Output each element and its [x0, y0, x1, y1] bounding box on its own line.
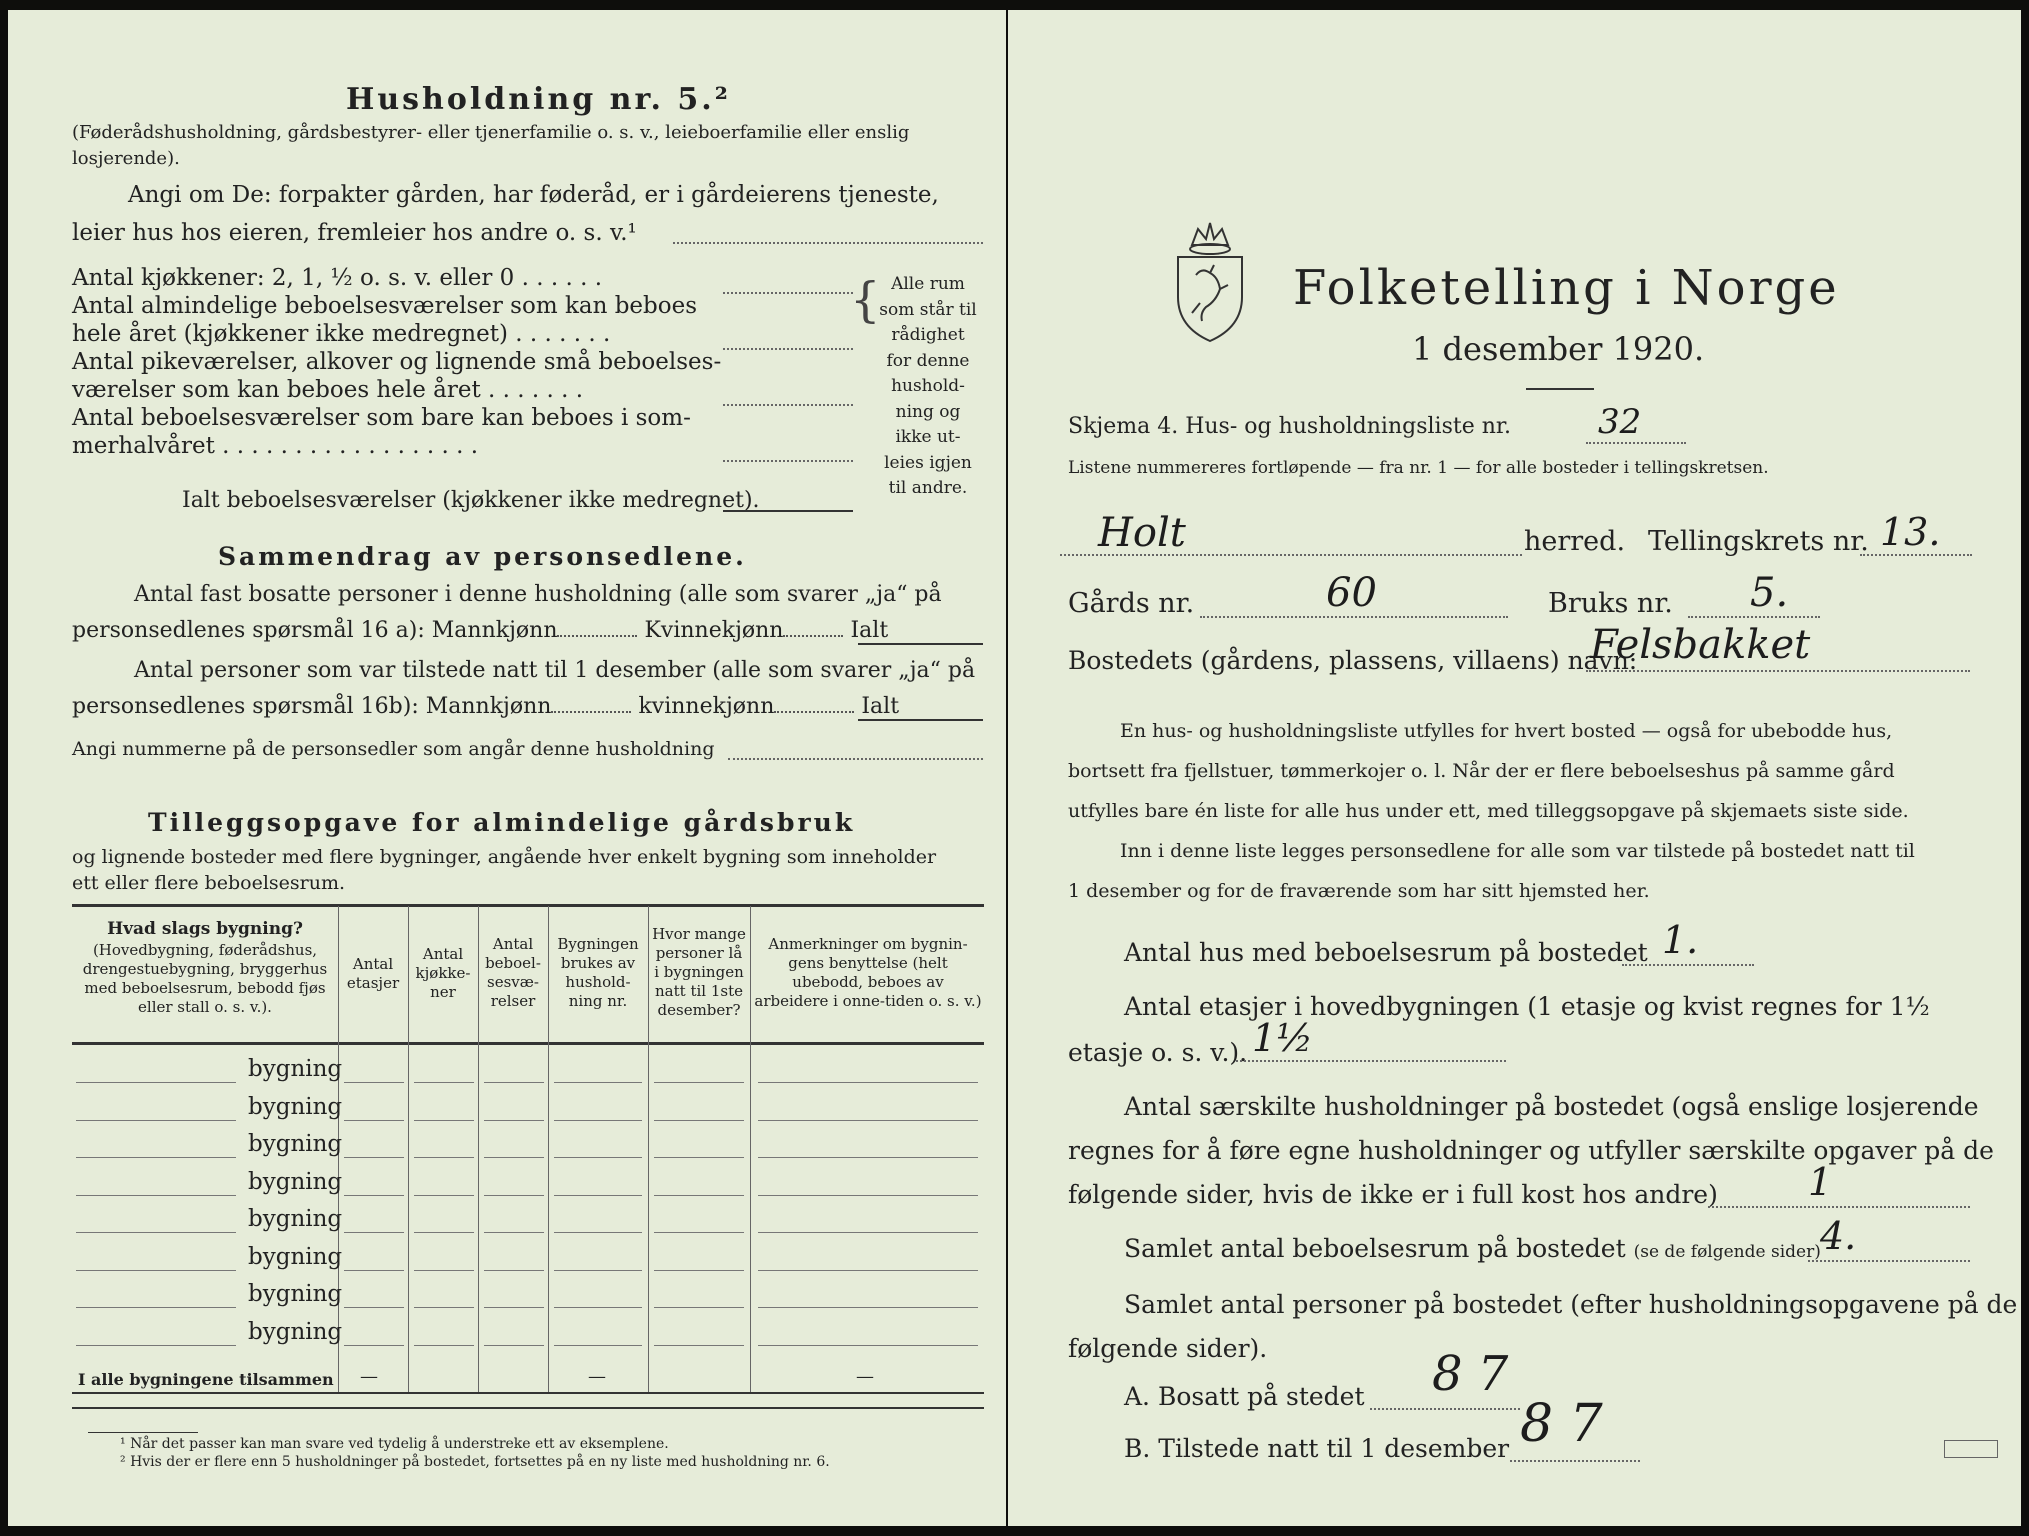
answer-line [1688, 616, 1820, 618]
table-cell-line [554, 1307, 642, 1308]
brace-note-line: som står til [879, 299, 977, 320]
a-label: A. Bosatt på stedet [1124, 1382, 1365, 1411]
table-header-kitchens: Antal kjøkke-ner [415, 945, 471, 1001]
table-cell-line [344, 1157, 404, 1158]
brace-note [868, 272, 988, 502]
summary-line-2a: Antal personer som var tilstede natt til 1 desember (alle som svarer „ja“ på [134, 658, 976, 683]
total-dash: — [856, 1366, 874, 1387]
table-header-rooms: Antal beboel-sesvæ-relser [485, 935, 541, 1010]
header-rest: (Hovedbygning, føderådshus, drengestuebygning, bryggerhus med beboelsesrum, bebodd fjøs eller stall o. s. v.). [82, 941, 328, 1016]
printer-stamp [1944, 1440, 1998, 1458]
rooms-ordinary-b: hele året (kjøkkener ikke medregnet) . . . . . . . [72, 321, 611, 347]
table-row-label: bygning [248, 1093, 343, 1120]
table-cell-line [654, 1120, 744, 1121]
table-cell-line [414, 1307, 474, 1308]
table-cell-line [76, 1120, 236, 1121]
instruction-line-2: bortsett fra fjellstuer, tømmerkojer o. l. Når der er flere beboelseshus på samme gård [1068, 760, 1895, 782]
answer-line [1708, 1206, 1970, 1208]
table-cell-line [654, 1307, 744, 1308]
brace-note-line: leies igjen [884, 452, 972, 473]
q3-value[interactable]: 1 [1808, 1160, 1833, 1204]
table-cell-line [654, 1195, 744, 1196]
supp-line-2: ett eller flere beboelsesrum. [72, 872, 346, 894]
table-header-floors: Antal etasjer [346, 955, 400, 992]
answer-line [1808, 1260, 1970, 1262]
q4-note: (se de følgende sider) [1633, 1242, 1821, 1262]
summary-line-1a: Antal fast bosatte personer i denne husholdning (alle som svarer „ja“ på [134, 582, 942, 607]
table-cell-line [344, 1082, 404, 1083]
table-row-label: bygning [248, 1318, 343, 1345]
household-subtitle: (Føderådshusholdning, gårdsbestyrer- eller tjenerfamilie o. s. v., leieboerfamilie eller enslig losjerende). [72, 122, 910, 169]
census-date: 1 desember 1920. [1412, 330, 1705, 368]
rooms-small-b: værelser som kan beboes hele året . . . . . . . [72, 377, 584, 403]
table-cell-line [758, 1270, 978, 1271]
footnote-2: ² Hvis der er flere enn 5 husholdninger på bostedet, fortsettes på en ny liste med husholdning nr. 6. [120, 1454, 830, 1470]
rooms-summer-a: Antal beboelsesværelser som bare kan beboes i som- [72, 405, 691, 431]
table-col-divider [478, 906, 479, 1392]
table-cell-line [484, 1082, 544, 1083]
table-rule [72, 1392, 984, 1394]
table-cell-line [554, 1157, 642, 1158]
b-label: B. Tilstede natt til 1 desember [1124, 1434, 1510, 1463]
bosted-label: Bostedets (gårdens, plassens, villaens) navn: [1068, 646, 1638, 675]
table-cell-line [554, 1232, 642, 1233]
rooms-small-a: Antal pikeværelser, alkover og lignende små beboelses- [72, 349, 722, 375]
gards-value[interactable]: 60 [1326, 570, 1377, 616]
rooms-summer-b: merhalvåret . . . . . . . . . . . . . . . . . . [72, 433, 479, 459]
summary-1b-mid: Kvinnekjønn [644, 618, 784, 643]
answer-line [723, 404, 853, 406]
table-header-persons: Hvor mange personer lå i bygningen natt til 1ste desember? [652, 925, 746, 1019]
q3-line-b: regnes for å føre egne husholdninger og utfyller særskilte opgaver på de [1068, 1136, 1994, 1165]
brace-note-line: ning og [895, 401, 961, 422]
household-title: Husholdning nr. 5.² [346, 82, 731, 117]
supp-line-1: og lignende bosteder med flere bygninger, angående hver enkelt bygning som inneholder [72, 846, 937, 868]
summary-2b-end: Ialt [861, 694, 900, 719]
bosted-value[interactable]: Felsbakket [1590, 622, 1811, 668]
table-cell-line [758, 1195, 978, 1196]
table-row-label: bygning [248, 1168, 343, 1195]
table-header-building [74, 920, 336, 1017]
table-cell-line [76, 1345, 236, 1346]
table-header-remarks: Anmerkninger om bygnin-gens benyttelse (helt ubebodd, beboes av arbeidere i onne-tiden o. s. v.) [754, 935, 982, 1010]
schema-label: Skjema 4. Hus- og husholdningsliste nr. [1068, 414, 1511, 439]
instruction-line-1: En hus- og husholdningsliste utfylles for hvert bosted — også for ubebodde hus, [1120, 720, 1893, 742]
table-cell-line [484, 1120, 544, 1121]
q4-value[interactable]: 4. [1820, 1214, 1857, 1258]
summary-1b-pre: personsedlenes spørsmål 16 a): Mannkjønn [72, 618, 558, 643]
table-row-label: bygning [248, 1281, 343, 1307]
brace-note-line: til andre. [888, 478, 968, 498]
answer-line [858, 643, 983, 645]
table-col-divider [408, 906, 409, 1392]
table-cell-line [654, 1082, 744, 1083]
table-cell-line [414, 1157, 474, 1158]
answer-line [551, 711, 631, 713]
header-bold: Hvad slags bygning? [107, 919, 303, 939]
krets-value[interactable]: 13. [1880, 510, 1941, 554]
bruks-label: Bruks nr. [1548, 588, 1673, 619]
table-cell-line [654, 1157, 744, 1158]
q5-line-a: Samlet antal personer på bostedet (efter husholdningsopgavene på de [1124, 1290, 2018, 1319]
summary-title: Sammendrag av personsedlene. [218, 542, 747, 571]
table-cell-line [484, 1345, 544, 1346]
q1-value[interactable]: 1. [1662, 918, 1699, 962]
table-cell-line [758, 1345, 978, 1346]
table-cell-line [414, 1270, 474, 1271]
answer-line [1622, 964, 1754, 966]
table-cell-line [484, 1232, 544, 1233]
gards-label: Gårds nr. [1068, 588, 1195, 619]
summary-line-1b [72, 618, 888, 643]
table-row-label: bygning [248, 1131, 343, 1157]
numbering-note: Listene nummereres fortløpende — fra nr. 1 — for alle bosteder i tellingskretsen. [1068, 458, 1769, 478]
table-total-label: I alle bygningene tilsammen [78, 1370, 334, 1389]
table-cell-line [344, 1270, 404, 1271]
table-cell-line [344, 1232, 404, 1233]
table-cell-line [76, 1270, 236, 1271]
census-title: Folketelling i Norge [1293, 260, 1840, 316]
brace-note-line: rådighet [891, 325, 965, 345]
answer-line [557, 635, 637, 637]
table-cell-line [76, 1232, 236, 1233]
answer-line [774, 711, 854, 713]
q4-label [1124, 1234, 1821, 1263]
summary-1b-end: Ialt [850, 618, 889, 643]
q2-label-b: etasje o. s. v.). [1068, 1038, 1248, 1067]
table-col-divider [548, 906, 549, 1392]
intro-answer-line [673, 242, 983, 244]
q4-label-text: Samlet antal beboelsesrum på bostedet [1124, 1234, 1626, 1263]
footnote-1: ¹ Når det passer kan man svare ved tydelig å understreke ett av eksemplene. [120, 1436, 669, 1452]
brace-note-line: for denne [886, 350, 970, 371]
brace-note-line: Alle rum [891, 274, 965, 294]
table-cell-line [654, 1345, 744, 1346]
table-rule [72, 904, 984, 907]
table-row-label: bygning [248, 1243, 343, 1270]
answer-line [728, 758, 983, 760]
summary-2b-mid: kvinnekjønn [638, 694, 775, 719]
answer-line [723, 510, 853, 512]
table-cell-line [414, 1120, 474, 1121]
q1-label: Antal hus med beboelsesrum på bostedet [1124, 938, 1648, 967]
answer-line [1510, 1460, 1640, 1462]
bruks-value[interactable]: 5. [1750, 570, 1789, 616]
table-cell-line [344, 1307, 404, 1308]
b-value[interactable]: 8 7 [1520, 1394, 1603, 1454]
answer-line [723, 460, 853, 462]
table-cell-line [554, 1195, 642, 1196]
table-cell-line [654, 1232, 744, 1233]
q5-line-b: følgende sider). [1068, 1334, 1268, 1363]
table-cell-line [76, 1082, 236, 1083]
table-cell-line [554, 1120, 642, 1121]
q2-value[interactable]: 1½ [1252, 1016, 1314, 1060]
rooms-kitchens: Antal kjøkkener: 2, 1, ½ o. s. v. eller 0 . . . . . . [72, 265, 603, 291]
table-cell-line [554, 1270, 642, 1271]
table-cell-line [414, 1345, 474, 1346]
total-dash: — [588, 1366, 606, 1387]
instruction-line-3: utfylles bare én liste for alle hus under ett, med tilleggsopgave på skjemaets siste side. [1068, 800, 1909, 822]
answer-line [1200, 616, 1508, 618]
answer-line [1586, 442, 1686, 444]
answer-line [1370, 1408, 1520, 1410]
table-cell-line [76, 1307, 236, 1308]
intro-line-2: leier hus hos eieren, fremleier hos andre o. s. v.¹ [72, 220, 637, 246]
table-cell-line [76, 1195, 236, 1196]
supp-title: Tilleggsopgave for almindelige gårdsbruk [148, 808, 856, 837]
table-rule [72, 1407, 984, 1409]
coat-of-arms-icon [1170, 215, 1250, 345]
title-rule [1526, 388, 1594, 390]
table-rule [72, 1042, 984, 1045]
table-cell-line [758, 1082, 978, 1083]
brace: { [850, 272, 881, 328]
table-cell-line [758, 1232, 978, 1233]
intro-line-1: Angi om De: forpakter gården, har føderåd, er i gårdeierens tjeneste, [128, 182, 939, 208]
brace-note-line: hushold- [891, 376, 965, 396]
table-row-label: bygning [248, 1056, 343, 1082]
a-value[interactable]: 8 7 [1432, 1346, 1509, 1402]
table-cell-line [484, 1195, 544, 1196]
summary-line-3: Angi nummerne på de personsedler som angår denne husholdning [72, 738, 715, 760]
summary-line-2b [72, 694, 899, 719]
answer-line [1586, 670, 1970, 672]
answer-line [783, 635, 843, 637]
table-cell-line [758, 1307, 978, 1308]
left-page [8, 10, 1006, 1526]
table-cell-line [554, 1345, 642, 1346]
table-cell-line [554, 1082, 642, 1083]
table-cell-line [484, 1270, 544, 1271]
summary-2b-pre: personsedlenes spørsmål 16b): Mannkjønn [72, 694, 552, 719]
table-cell-line [344, 1120, 404, 1121]
table-cell-line [654, 1270, 744, 1271]
answer-line [723, 292, 853, 294]
rooms-total: Ialt beboelsesværelser (kjøkkener ikke medregnet). [182, 488, 760, 513]
table-col-divider [648, 906, 649, 1392]
table-cell-line [758, 1157, 978, 1158]
q2-label-a: Antal etasjer i hovedbygningen (1 etasje og kvist regnes for 1½ [1124, 992, 1930, 1021]
answer-line [1860, 554, 1972, 556]
q3-line-a: Antal særskilte husholdninger på bostedet (også enslige losjerende [1124, 1092, 1979, 1121]
table-cell-line [344, 1345, 404, 1346]
answer-line [1060, 554, 1522, 556]
table-cell-line [344, 1195, 404, 1196]
table-cell-line [758, 1120, 978, 1121]
rooms-ordinary-a: Antal almindelige beboelsesværelser som kan beboes [72, 293, 698, 319]
table-col-divider [750, 906, 751, 1392]
table-cell-line [414, 1232, 474, 1233]
answer-line [858, 719, 983, 721]
footnote-rule [88, 1432, 198, 1433]
herred-value[interactable]: Holt [1098, 510, 1186, 556]
table-cell-line [484, 1157, 544, 1158]
instruction-line-5: 1 desember og for de fraværende som har sitt hjemsted her. [1068, 880, 1650, 902]
table-cell-line [414, 1082, 474, 1083]
right-page [1008, 10, 2021, 1526]
table-cell-line [76, 1157, 236, 1158]
q3-line-c: følgende sider, hvis de ikke er i full kost hos andre) [1068, 1180, 1718, 1209]
answer-line [723, 348, 853, 350]
herred-label: herred. [1524, 526, 1626, 557]
instruction-line-4: Inn i denne liste legges personsedlene for alle som var tilstede på bostedet natt til [1120, 840, 1915, 862]
table-header-household: Bygningen brukes av hushold-ning nr. [557, 935, 639, 1010]
krets-label: Tellingskrets nr. [1648, 526, 1869, 557]
schema-value[interactable]: 32 [1598, 402, 1642, 442]
table-cell-line [414, 1195, 474, 1196]
table-cell-line [484, 1307, 544, 1308]
answer-line [1236, 1060, 1506, 1062]
table-row-label: bygning [248, 1206, 343, 1232]
brace-note-line: ikke ut- [895, 427, 961, 447]
total-dash: — [360, 1366, 378, 1387]
